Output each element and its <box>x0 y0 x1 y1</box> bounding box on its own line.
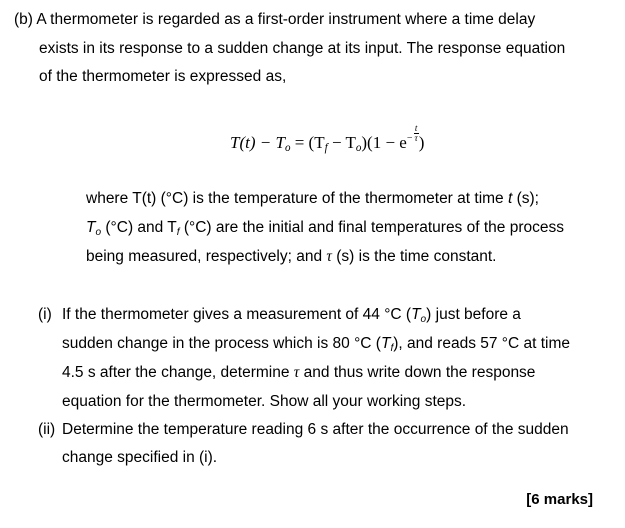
def3-tau: τ <box>326 248 332 265</box>
marks-label: [6 marks] <box>526 491 593 508</box>
pi-l3-text: 4.5 s after the change, determine <box>62 364 294 381</box>
eq-sub-o2: o <box>355 142 362 154</box>
pi-l1-text: If the thermometer gives a measurement of 44 °C ( <box>62 306 412 323</box>
def2-sub-o: o <box>95 227 102 238</box>
pi-l1-end: ) just before a <box>426 306 521 323</box>
intro-line-2: exists in its response to a sudden change at its input. The response equation <box>39 40 566 57</box>
def2-sub-f: f <box>176 227 180 238</box>
part-i-line-3 <box>62 363 535 383</box>
part-ii-label: (ii) <box>38 421 56 438</box>
def2-T: T <box>86 219 96 236</box>
def1-text: where T(t) (°C) is the temperature of the thermometer at time <box>86 190 508 207</box>
def3-text: being measured, respectively; and <box>86 248 327 265</box>
definition-line-3 <box>86 247 496 267</box>
part-i-line-2 <box>62 334 570 359</box>
pi-l2-sub: f <box>390 343 394 354</box>
part-i-label: (i) <box>38 306 52 323</box>
pi-l2-end: ), and reads 57 °C at time <box>393 335 571 352</box>
eq-equals: = (T <box>290 133 325 152</box>
eq-exp-sign: − <box>406 133 413 144</box>
def1-t: t <box>507 190 513 207</box>
eq-minus: − T <box>327 133 356 152</box>
eq-close: ) <box>418 133 425 152</box>
intro-line-3: of the thermometer is expressed as, <box>39 68 287 85</box>
eq-sub-o: o <box>284 142 291 154</box>
part-i-line-1 <box>62 305 521 330</box>
pi-l2-T: T <box>380 335 391 352</box>
definition-line-1 <box>86 189 539 209</box>
pi-l3-end: and thus write down the response <box>299 364 536 381</box>
eq-frac-den: τ <box>414 133 418 143</box>
part-i-line-4: equation for the thermometer. Show all your working steps. <box>62 393 467 410</box>
def1-end: (s); <box>512 190 539 207</box>
pi-l1-T: T <box>411 306 421 323</box>
response-equation <box>230 122 424 165</box>
pi-l2-text: sudden change in the process which is 80 °C ( <box>62 335 381 352</box>
def2-end: (°C) are the initial and final temperatures of the process <box>179 219 564 236</box>
pi-l3-tau: τ <box>293 364 300 381</box>
eq-frac-num: t <box>414 123 418 133</box>
eq-sub-f: f <box>324 142 328 154</box>
def2-text: (°C) and T <box>101 219 177 236</box>
def3-end: (s) is the time constant. <box>331 248 497 265</box>
definition-line-2 <box>86 218 564 243</box>
part-ii-line-2: change specified in (i). <box>62 449 218 466</box>
part-ii-line-1: Determine the temperature reading 6 s after the occurrence of the sudden <box>62 421 569 438</box>
eq-rhs: )(1 − e <box>361 133 407 152</box>
pi-l1-sub: o <box>420 314 427 325</box>
intro-line-1: (b) A thermometer is regarded as a first-order instrument where a time delay <box>14 11 536 28</box>
eq-lhs: T(t) − T <box>230 133 285 152</box>
